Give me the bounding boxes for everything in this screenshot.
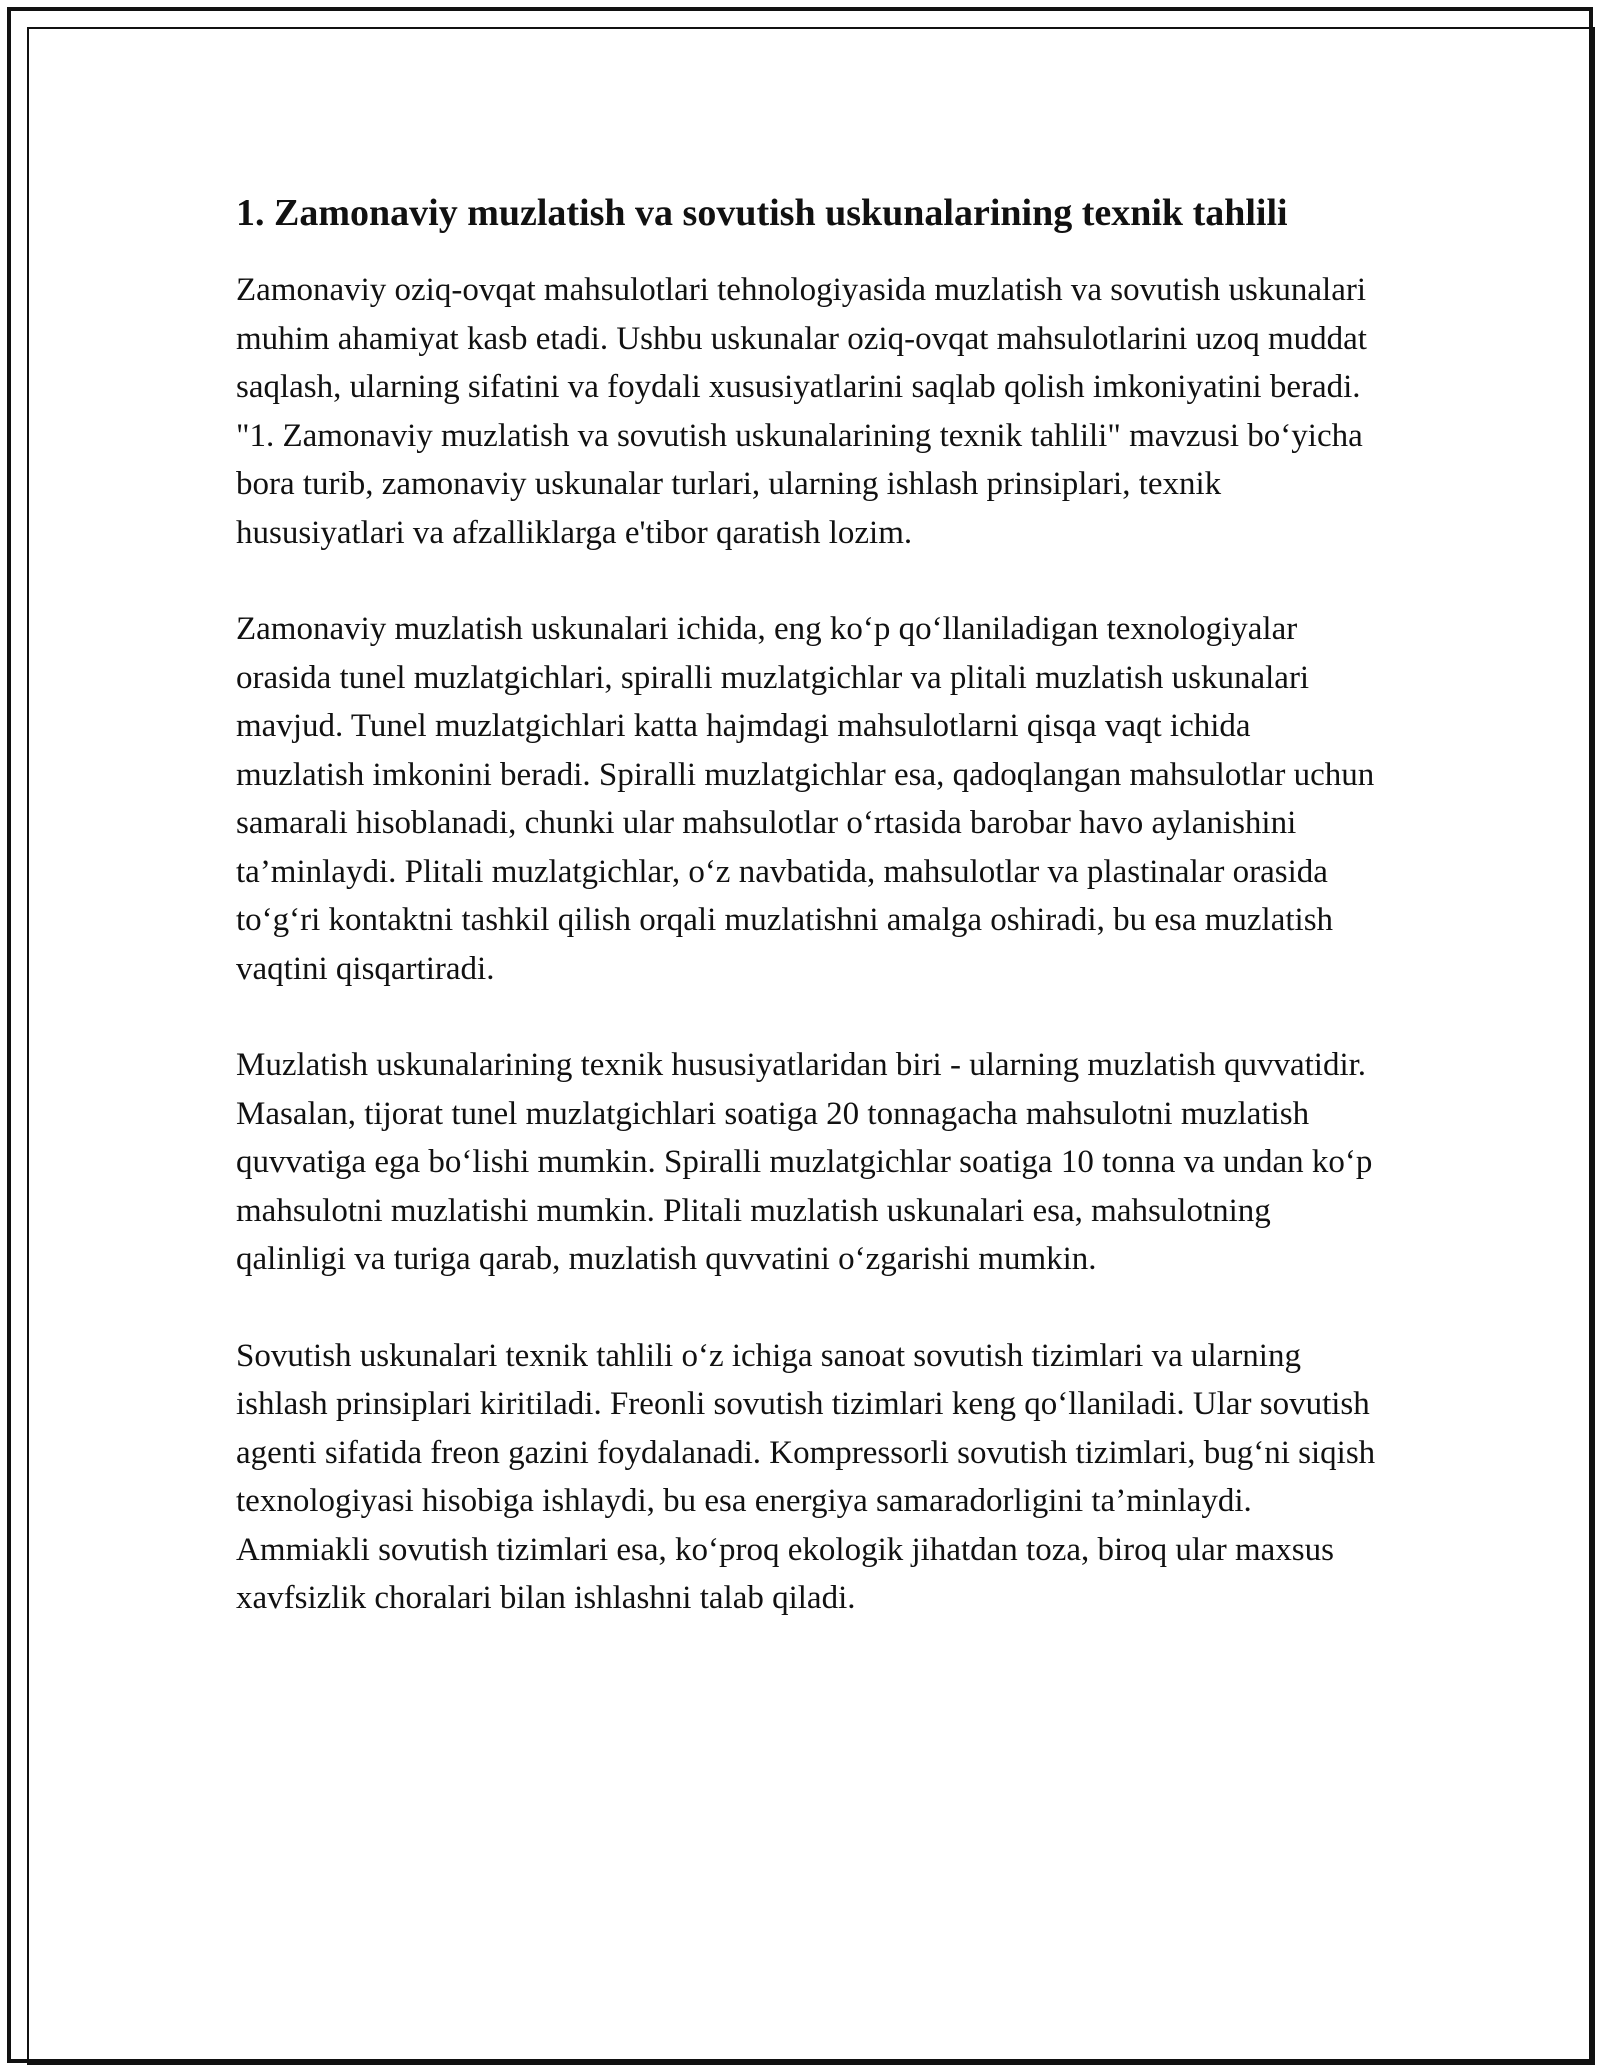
paragraph-freezer-types: Zamonaviy muzlatish uskunalari ichida, eng ko‘p qo‘llaniladigan texnologiyalar orasida tunel muzlatgichlari, spiralli muzlatgichlar va plitali muzlatish uskunalari mavjud. Tunel muzlatgichlari katta hajmdagi mahsulotlarni qisqa vaqt ichida muzlatish imkonini beradi. Spiralli muzlatgichlar esa, qadoqlangan mahsulotlar uchun samarali hisoblanadi, chunki ular mahsulotlar o‘rtasida barobar havo aylanishini ta’minlaydi. Plitali muzlatgichlar, o‘z navbatida, mahsulotlar va plastinalar orasida to‘g‘ri kontaktni tashkil qilish orqali muzlatishni amalga oshiradi, bu esa muzlatish vaqtini qisqartiradi. [236, 611, 1375, 987]
section-heading: 1. Zamonaviy muzlatish va sovutish uskunalarining texnik tahlili [236, 192, 1288, 234]
paragraph-cooling-systems: Sovutish uskunalari texnik tahlili o‘z ichiga sanoat sovutish tizimlari va ularning ishlash prinsiplari kiritiladi. Freonli sovutish tizimlari keng qo‘llaniladi. Ular sovutish agenti sifatida freon gazini foydalanadi. Kompressorli sovutish tizimlari, bug‘ni siqish texnologiyasi hisobiga ishlaydi, bu esa energiya samaradorligini ta’minlaydi. Ammiakli sovutish tizimlari esa, ko‘proq ekologik jihatdan toza, biroq ular maxsus xavfsizlik choralari bilan ishlashni talab qiladi. [236, 1337, 1376, 1616]
document-body [236, 186, 1376, 1671]
paragraph-freezing-capacity: Muzlatish uskunalarining texnik hususiyatlaridan biri - ularning muzlatish quvvatidir. Masalan, tijorat tunel muzlatgichlari soatiga 20 tonnagacha mahsulotni muzlatish quvvatiga ega bo‘lishi mumkin. Spiralli muzlatgichlar soatiga 10 tonna va undan ko‘p mahsulotni muzlatishi mumkin. Plitali muzlatish uskunalari esa, mahsulotning qalinligi va turiga qarab, muzlatish quvvatini o‘zgarishi mumkin. [236, 1047, 1373, 1277]
paragraph-intro: Zamonaviy oziq-ovqat mahsulotlari tehnologiyasida muzlatish va sovutish uskunalari muhim ahamiyat kasb etadi. Ushbu uskunalar oziq-ovqat mahsulotlarini uzoq muddat saqlash, ularning sifatini va foydali xususiyatlarini saqlab qolish imkoniyatini beradi. "1. Zamonaviy muzlatish va sovutish uskunalarining texnik tahlili" mavzusi bo‘yicha bora turib, zamonaviy uskunalar turlari, ularning ishlash prinsiplari, texnik hususiyatlari va afzalliklarga e'tibor qaratish lozim. [236, 272, 1367, 551]
